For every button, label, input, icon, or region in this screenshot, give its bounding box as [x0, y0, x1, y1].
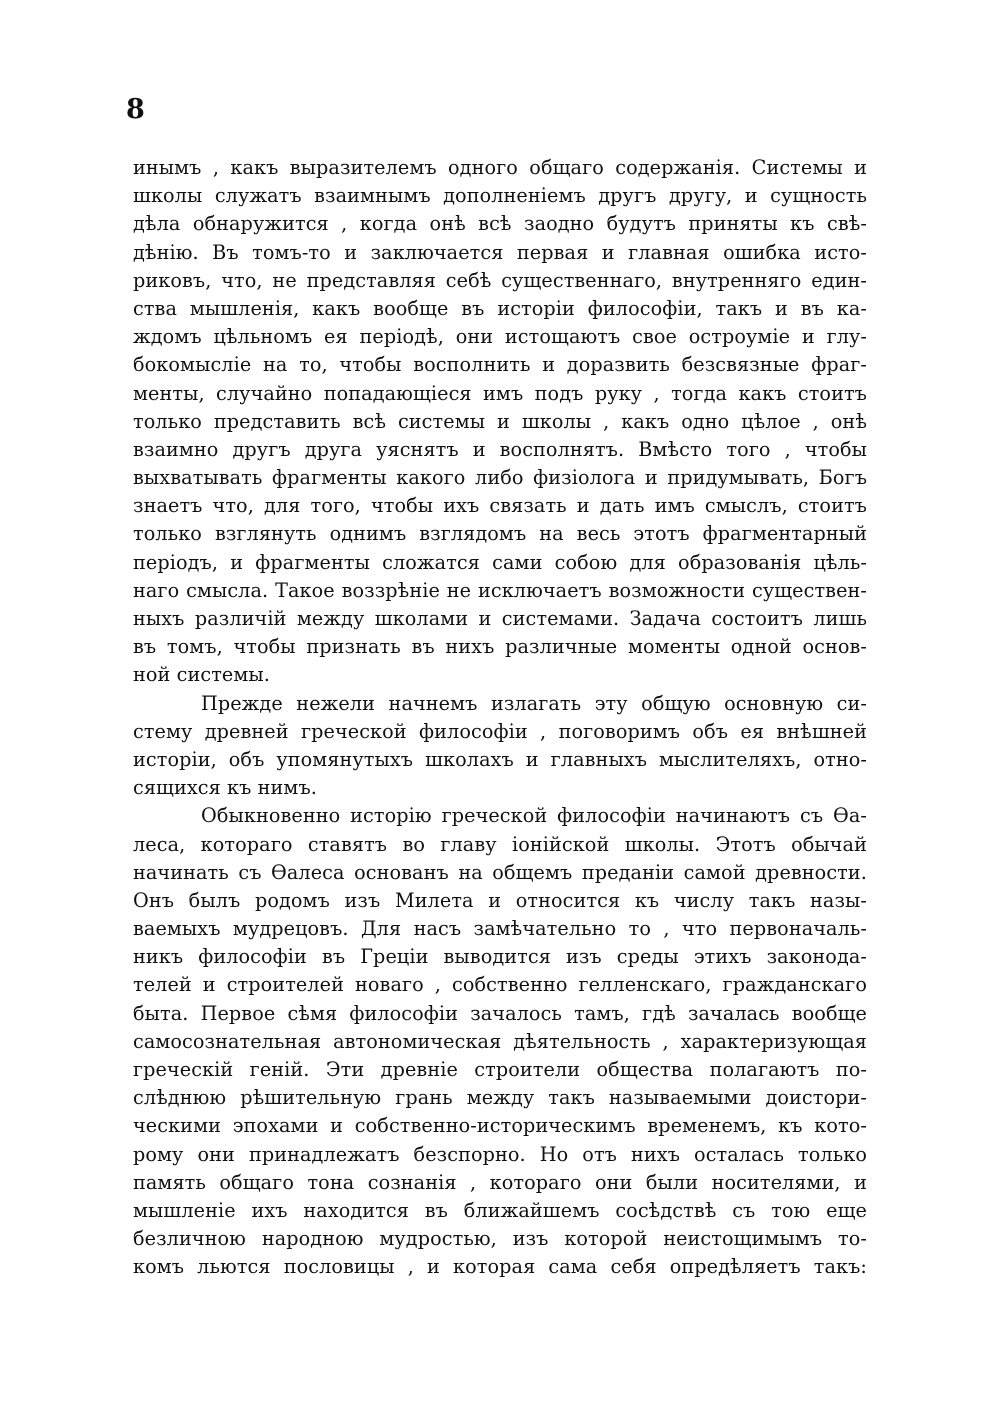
text-line: начинать съ Ѳалеса основанъ на общемъ преданіи самой древности. [133, 860, 867, 884]
text-line: Обыкновенно исторію греческой философіи начинаютъ съ Ѳа- [201, 804, 867, 828]
text-line: слѣднюю рѣшительную грань между такъ называемыми доистори- [133, 1086, 867, 1110]
text-line: мышленіе ихъ находится въ ближайшемъ сосѣдствѣ съ тою еще [133, 1198, 867, 1222]
text-line: риковъ, что, не представляя себѣ существеннаго, внутренняго един- [133, 268, 867, 292]
text-line: ваемыхъ мудрецовъ. Для насъ замѣчательно то , что первоначаль- [133, 917, 867, 941]
text-line: ждомъ цѣльномъ ея періодѣ, они истощаютъ свое остроуміе и глу- [133, 325, 867, 349]
text-line: никъ философіи въ Греціи выводится изъ среды этихъ законода- [133, 945, 867, 969]
text-line: телей и строителей новаго , собственно гелленскаго, гражданскаго [133, 973, 867, 997]
text-line: греческій геній. Эти древніе строители общества полагаютъ по- [133, 1058, 867, 1081]
page-number: 8 [126, 94, 145, 125]
text-line: рому они принадлежатъ безспорно. Но отъ нихъ осталась только [133, 1142, 867, 1166]
text-line: комъ льются пословицы , и которая сама себя опредѣляетъ такъ: [133, 1255, 867, 1279]
text-line: инымъ , какъ выразителемъ одного общаго содержанія. Системы и [133, 156, 867, 179]
text-line: память общаго тона сознанія , котораго они были носителями, и [133, 1170, 867, 1194]
text-line: взаимно другъ друга уяснятъ и восполнятъ. Вмѣсто того , чтобы [133, 437, 867, 461]
text-line: Прежде нежели начнемъ излагать эту общую основную си- [201, 691, 867, 715]
text-line: ной системы. [133, 663, 270, 687]
text-line: періодъ, и фрагменты сложатся сами собою для образованія цѣль- [133, 550, 867, 574]
text-line: Онъ былъ родомъ изъ Милета и относится къ числу такъ назы- [133, 888, 867, 912]
text-line: дѣнію. Въ томъ-то и заключается первая и главная ошибка исто- [133, 240, 867, 264]
text-line: ныхъ различій между школами и системами. Задача состоитъ лишь [133, 607, 867, 630]
text-line: бокомысліе на то, чтобы восполнить и доразвить безсвязные фраг- [133, 353, 867, 377]
text-line: ческими эпохами и собственно-историческимъ временемъ, къ кото- [133, 1114, 867, 1138]
text-line: менты, случайно попадающіеся имъ подъ руку , тогда какъ стоитъ [133, 381, 867, 405]
text-line: наго смысла. Такое воззрѣніе не исключаетъ возможности существен- [133, 578, 867, 602]
text-line: только представить всѣ системы и школы , какъ одно цѣлое , онѣ [133, 409, 867, 433]
text-line: быта. Первое сѣмя философіи зачалось тамъ, гдѣ зачалась вообще [133, 1001, 867, 1025]
text-line: исторіи, объ упомянутыхъ школахъ и главныхъ мыслителяхъ, отно- [133, 747, 867, 771]
text-line: сящихся къ нимъ. [133, 776, 317, 800]
text-line: ства мышленія, какъ вообще въ исторіи философіи, такъ и въ ка- [133, 296, 867, 320]
text-line: выхватывать фрагменты какого либо физіолога и придумывать, Богъ [133, 466, 867, 490]
body-text [133, 154, 867, 1282]
text-line: леса, котораго ставятъ во главу іонійской школы. Этотъ обычай [133, 832, 867, 856]
text-line: безличною народною мудростью, изъ которой неистощимымъ то- [133, 1227, 867, 1251]
text-line: стему древней греческой философіи , поговоримъ объ ея внѣшней [133, 719, 867, 743]
text-line: знаетъ что, для того, чтобы ихъ связать и дать имъ смыслъ, стоитъ [133, 494, 867, 518]
text-line: въ томъ, чтобы признать въ нихъ различные моменты одной основ- [133, 635, 867, 659]
text-line: самосознательная автономическая дѣятельность , характеризующая [133, 1029, 867, 1053]
text-line: дѣла обнаружится , когда онѣ всѣ заодно будутъ приняты къ свѣ- [133, 212, 867, 236]
text-line: только взглянуть однимъ взглядомъ на весь этотъ фрагментарный [133, 522, 867, 546]
text-line: школы служатъ взаимнымъ дополненіемъ другъ другу, и сущность [133, 184, 867, 208]
